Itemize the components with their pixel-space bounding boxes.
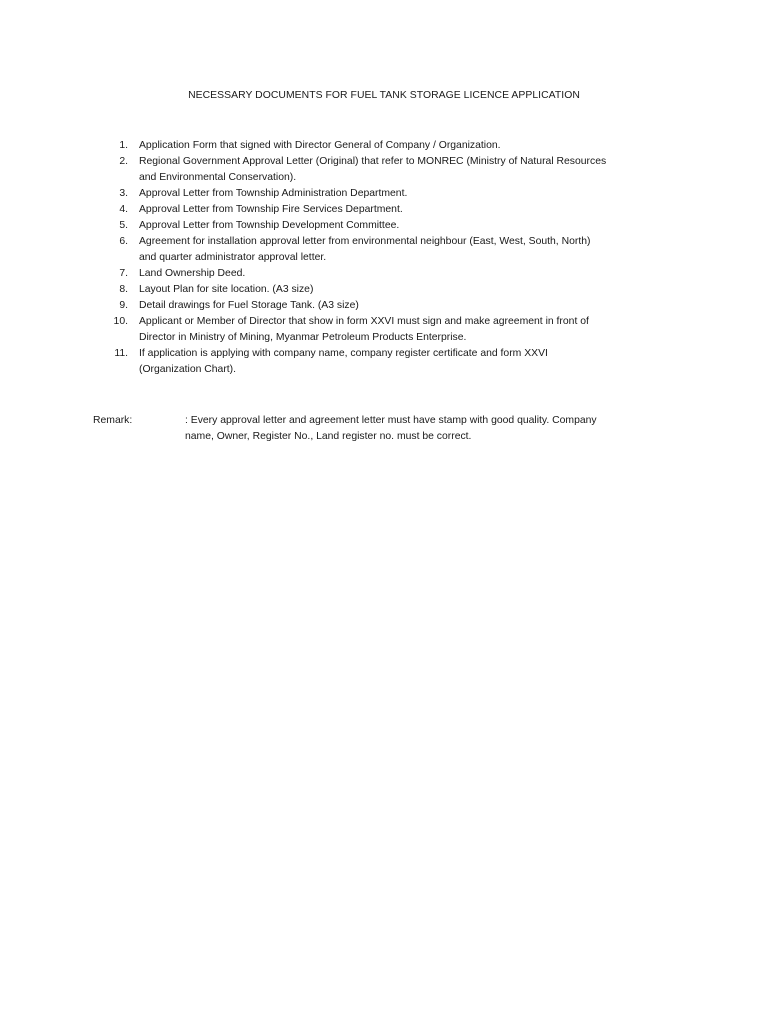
list-item-text: Approval Letter from Township Administration Department. xyxy=(139,188,408,199)
list-item-text: Approval Letter from Township Fire Services Department. xyxy=(139,204,403,215)
list-item-text: Approval Letter from Township Development Committee. xyxy=(139,220,400,231)
list-item xyxy=(104,234,704,266)
list-item-number: 7. xyxy=(119,268,128,279)
list-item xyxy=(104,154,704,186)
list-item-number: 11. xyxy=(114,348,128,359)
list-item-text: Applicant or Member of Director that show in form XXVI must sign and make agreement in front of Director in Ministry of Mining, Myanmar Petroleum Products Enterprise. xyxy=(139,316,589,343)
list-item-number: 5. xyxy=(119,220,128,231)
list-item xyxy=(104,282,704,298)
list-item xyxy=(104,346,704,378)
list-item-text: Application Form that signed with Director General of Company / Organization. xyxy=(139,140,501,151)
list-item-text: Layout Plan for site location. (A3 size) xyxy=(139,284,314,295)
list-item xyxy=(104,314,704,346)
list-item-number: 1. xyxy=(119,140,128,151)
list-item-number: 10. xyxy=(113,316,128,327)
list-item-text: Detail drawings for Fuel Storage Tank. (A3 size) xyxy=(139,300,359,311)
list-item-number: 2. xyxy=(119,156,128,167)
list-item-number: 8. xyxy=(119,284,128,295)
list-item-number: 6. xyxy=(119,236,128,247)
required-documents-list xyxy=(104,138,704,378)
remark-text: : Every approval letter and agreement letter must have stamp with good quality. Company name, Owner, Register No., Land register no. must be correct. xyxy=(185,415,597,442)
remark-label: Remark: xyxy=(93,415,133,426)
list-item-text: Land Ownership Deed. xyxy=(139,268,246,279)
document-title: NECESSARY DOCUMENTS FOR FUEL TANK STORAGE LICENCE APPLICATION xyxy=(188,90,580,101)
list-item xyxy=(104,218,704,234)
list-item-number: 3. xyxy=(119,188,128,199)
list-item-number: 4. xyxy=(119,204,128,215)
list-item-text: Regional Government Approval Letter (Original) that refer to MONREC (Ministry of Natural Resources and Environmental Conservation). xyxy=(139,156,607,183)
list-item-text: If application is applying with company name, company register certificate and form XXVI (Organization Chart). xyxy=(139,348,548,375)
remark-section xyxy=(93,413,673,445)
list-item xyxy=(104,138,704,154)
list-item xyxy=(104,186,704,202)
list-item xyxy=(104,202,704,218)
list-item-text: Agreement for installation approval letter from environmental neighbour (East, West, South, North) and quarter administrator approval letter. xyxy=(139,236,591,263)
list-item-number: 9. xyxy=(119,300,128,311)
list-item xyxy=(104,266,704,282)
list-item xyxy=(104,298,704,314)
